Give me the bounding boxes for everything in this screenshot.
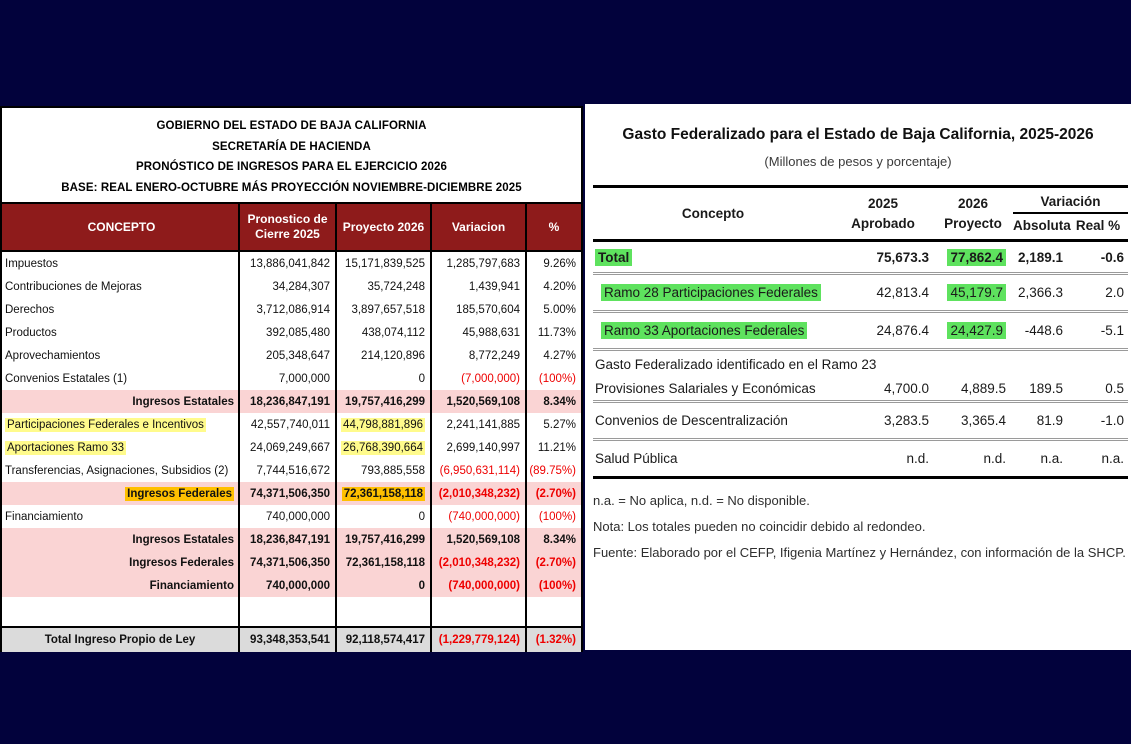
proyecto-cell xyxy=(335,436,430,459)
concepto-cell: Contribuciones de Mejoras xyxy=(5,280,142,293)
aprobado-cell: 24,876.4 xyxy=(876,323,929,338)
variacion-cell: (740,000,000) xyxy=(430,574,525,597)
table-row xyxy=(2,252,581,275)
table-row xyxy=(2,459,581,482)
ramo-33-row xyxy=(593,310,1128,348)
header-proyecto-2026: Proyecto 2026 xyxy=(335,204,430,250)
gasto-federalizado-table xyxy=(593,185,1128,479)
proyecto-cell xyxy=(933,323,1013,338)
spacer-row xyxy=(2,597,581,626)
proyecto-cell: 72,361,158,118 xyxy=(335,551,430,574)
concepto-cell: Aprovechamientos xyxy=(5,349,101,362)
pct-cell: (2.70%) xyxy=(525,482,581,505)
right-table-subtitle: (Millones de pesos y porcentaje) xyxy=(764,154,952,169)
cierre-cell: 7,000,000 xyxy=(238,367,335,390)
header-2025-aprobado: 2025 Aprobado xyxy=(851,196,915,231)
concepto-cell: Total Ingreso Propio de Ley xyxy=(44,634,196,646)
pct-cell: (89.75%) xyxy=(525,459,581,482)
right-table-footnotes xyxy=(593,493,1131,560)
concepto-cell: Derechos xyxy=(5,303,55,316)
real-pct-cell: 0.5 xyxy=(1105,381,1124,396)
real-pct-cell: -0.6 xyxy=(1100,249,1124,265)
proyecto-cell: 438,074,112 xyxy=(335,321,430,344)
proyecto-cell: 15,171,839,525 xyxy=(335,252,430,275)
variacion-cell: (1,229,779,124) xyxy=(430,628,525,652)
summary-row-financiamiento xyxy=(2,574,581,597)
pct-cell: 5.00% xyxy=(525,298,581,321)
proyecto-cell: 35,724,248 xyxy=(335,275,430,298)
cierre-cell: 740,000,000 xyxy=(238,505,335,528)
concepto-cell xyxy=(2,436,238,459)
gasto-federalizado-panel xyxy=(585,104,1131,650)
subtotal-row-ingresos-estatales xyxy=(2,390,581,413)
concepto-cell xyxy=(2,413,238,436)
variacion-cell: (6,950,631,114) xyxy=(430,459,525,482)
proyecto-cell: 4,889.5 xyxy=(960,381,1006,396)
cierre-cell: 18,236,847,191 xyxy=(238,390,335,413)
green-highlight: Ramo 33 Aportaciones Federales xyxy=(601,322,807,339)
concepto-cell xyxy=(593,285,833,300)
variacion-cell: 8,772,249 xyxy=(430,344,525,367)
concepto-cell: Ingresos Estatales xyxy=(132,395,234,408)
base-title-line: BASE: REAL ENERO-OCTUBRE MÁS PROYECCIÓN NOVIEMBRE-DICIEMBRE 2025 xyxy=(61,181,522,194)
concepto-cell xyxy=(593,323,833,338)
aprobado-cell: 75,673.3 xyxy=(876,249,929,265)
income-forecast-table-panel xyxy=(0,106,583,652)
provisiones-row xyxy=(593,381,1128,396)
absoluta-cell: n.a. xyxy=(1040,451,1063,466)
proyecto-cell: 214,120,896 xyxy=(335,344,430,367)
footnote-fuente: Fuente: Elaborado por el CEFP, Ifigenia Martínez y Hernández, con información de la SHCP. xyxy=(593,545,1126,560)
ramo-23-section xyxy=(593,348,1128,400)
table-row xyxy=(2,505,581,528)
right-table-title: Gasto Federalizado para el Estado de Baja California, 2025-2026 xyxy=(622,126,1094,143)
gov-title-line: GOBIERNO DEL ESTADO DE BAJA CALIFORNIA xyxy=(156,120,427,133)
pct-cell: 8.34% xyxy=(525,528,581,551)
cierre-cell: 205,348,647 xyxy=(238,344,335,367)
secretaria-title-line: SECRETARÍA DE HACIENDA xyxy=(212,140,371,153)
summary-row-ingresos-estatales xyxy=(2,528,581,551)
green-highlight: 45,179.7 xyxy=(947,284,1006,301)
green-highlight: 24,427.9 xyxy=(947,322,1006,339)
real-pct-cell: -5.1 xyxy=(1100,323,1124,338)
concepto-cell: Convenios Estatales (1) xyxy=(5,372,128,385)
variacion-cell: 1,520,569,108 xyxy=(430,528,525,551)
proyecto-cell: 0 xyxy=(335,505,430,528)
cierre-cell: 13,886,041,842 xyxy=(238,252,335,275)
cierre-cell: 24,069,249,667 xyxy=(238,436,335,459)
pct-cell: (1.32%) xyxy=(525,628,581,652)
proyecto-cell: 793,885,558 xyxy=(335,459,430,482)
absoluta-cell: 2,189.1 xyxy=(1017,249,1063,265)
proyecto-cell: 0 xyxy=(335,367,430,390)
absoluta-cell: 2,366.3 xyxy=(1017,285,1063,300)
aprobado-cell: 3,283.5 xyxy=(883,413,929,428)
yellow-highlight: Aportaciones Ramo 33 xyxy=(7,441,124,454)
cierre-cell: 93,348,353,541 xyxy=(238,628,335,652)
table-row xyxy=(2,321,581,344)
proyecto-cell xyxy=(933,285,1013,300)
concepto-cell: Convenios de Descentralización xyxy=(595,413,788,428)
table-row xyxy=(2,413,581,436)
cierre-cell: 18,236,847,191 xyxy=(238,528,335,551)
section-label: Gasto Federalizado identificado en el Ramo 23 xyxy=(595,357,877,372)
pct-cell: (100%) xyxy=(525,367,581,390)
cierre-cell: 392,085,480 xyxy=(238,321,335,344)
green-highlight: Ramo 28 Participaciones Federales xyxy=(601,284,821,301)
variacion-cell: (740,000,000) xyxy=(430,505,525,528)
proyecto-cell: 3,897,657,518 xyxy=(335,298,430,321)
pct-cell: 5.27% xyxy=(525,413,581,436)
real-pct-cell: -1.0 xyxy=(1100,413,1124,428)
header-concepto: Concepto xyxy=(681,206,745,221)
proyecto-cell: n.d. xyxy=(983,451,1006,466)
cierre-cell: 74,371,506,350 xyxy=(238,551,335,574)
proyecto-cell xyxy=(933,250,1013,265)
header-cierre-2025: Pronostico de Cierre 2025 xyxy=(238,204,335,250)
footnote-nota: Nota: Los totales pueden no coincidir debido al redondeo. xyxy=(593,519,926,534)
summary-row-ingresos-federales xyxy=(2,551,581,574)
variacion-cell: 185,570,604 xyxy=(430,298,525,321)
salud-publica-row xyxy=(593,438,1128,479)
variacion-cell: (2,010,348,232) xyxy=(430,551,525,574)
footnote-abbreviations: n.a. = No aplica, n.d. = No disponible. xyxy=(593,493,810,508)
cierre-cell: 74,371,506,350 xyxy=(238,482,335,505)
proyecto-cell: 3,365.4 xyxy=(960,413,1006,428)
header-pct: % xyxy=(525,204,581,250)
yellow-highlight: Participaciones Federales e Incentivos xyxy=(7,418,204,431)
yellow-highlight: 26,768,390,664 xyxy=(343,441,423,454)
concepto-cell xyxy=(2,482,238,505)
variacion-cell: 2,699,140,997 xyxy=(430,436,525,459)
table-row xyxy=(2,298,581,321)
header-absoluta: Absoluta xyxy=(1013,218,1071,233)
header-concepto: CONCEPTO xyxy=(87,219,156,234)
variacion-cell: 1,285,797,683 xyxy=(430,252,525,275)
concepto-cell: Provisiones Salariales y Económicas xyxy=(595,381,816,396)
orange-highlight: 72,361,158,118 xyxy=(343,487,423,500)
pct-cell: 4.27% xyxy=(525,344,581,367)
pronostico-title-line: PRONÓSTICO DE INGRESOS PARA EL EJERCICIO 2026 xyxy=(135,161,448,174)
table-row xyxy=(2,436,581,459)
pct-cell: 9.26% xyxy=(525,252,581,275)
aprobado-cell: 42,813.4 xyxy=(876,285,929,300)
pct-cell: (100%) xyxy=(525,505,581,528)
absoluta-cell: -448.6 xyxy=(1024,323,1063,338)
proyecto-cell xyxy=(335,413,430,436)
proyecto-cell: 92,118,574,417 xyxy=(335,628,430,652)
concepto-cell: Ingresos Federales xyxy=(129,556,234,569)
concepto-cell: Salud Pública xyxy=(595,451,678,466)
pct-cell: 11.73% xyxy=(525,321,581,344)
pct-cell: 11.21% xyxy=(525,436,581,459)
ramo-28-row xyxy=(593,272,1128,310)
absoluta-cell: 81.9 xyxy=(1036,413,1063,428)
header-2026-proyecto: 2026 Proyecto xyxy=(944,196,1002,231)
real-pct-cell: n.a. xyxy=(1101,451,1124,466)
variacion-cell: 45,988,631 xyxy=(430,321,525,344)
variacion-cell: (2,010,348,232) xyxy=(430,482,525,505)
cierre-cell: 3,712,086,914 xyxy=(238,298,335,321)
header-variacion: Variación xyxy=(1013,194,1128,214)
left-table-header-row xyxy=(2,202,581,252)
concepto-cell: Transferencias, Asignaciones, Subsidios (2) xyxy=(5,464,229,477)
variacion-cell: 1,439,941 xyxy=(430,275,525,298)
concepto-cell: Ingresos Estatales xyxy=(132,533,234,546)
aprobado-cell: 4,700.0 xyxy=(883,381,929,396)
proyecto-cell: 19,757,416,299 xyxy=(335,390,430,413)
cierre-cell: 34,284,307 xyxy=(238,275,335,298)
variacion-cell: 1,520,569,108 xyxy=(430,390,525,413)
concepto-cell: Impuestos xyxy=(5,257,59,270)
concepto-cell: Productos xyxy=(5,326,57,339)
concepto-cell: Financiamiento xyxy=(5,510,83,523)
table-row xyxy=(2,275,581,298)
cierre-cell: 740,000,000 xyxy=(238,574,335,597)
grand-total-row xyxy=(2,626,581,652)
variacion-cell: (7,000,000) xyxy=(430,367,525,390)
real-pct-cell: 2.0 xyxy=(1105,285,1124,300)
green-highlight: Total xyxy=(595,249,632,266)
header-variacion-group xyxy=(1013,188,1128,239)
green-highlight: 77,862.4 xyxy=(947,249,1006,266)
pct-cell: (100%) xyxy=(525,574,581,597)
proyecto-cell: 0 xyxy=(335,574,430,597)
aprobado-cell: n.d. xyxy=(906,451,929,466)
header-variacion: Variacion xyxy=(430,204,525,250)
table-row xyxy=(2,367,581,390)
table-row xyxy=(2,344,581,367)
variacion-cell: 2,241,141,885 xyxy=(430,413,525,436)
header-real-pct: Real % xyxy=(1075,218,1121,233)
left-table-title-block xyxy=(2,108,581,202)
pct-cell: 8.34% xyxy=(525,390,581,413)
absoluta-cell: 189.5 xyxy=(1029,381,1063,396)
orange-highlight: Ingresos Federales xyxy=(127,487,232,500)
cierre-cell: 42,557,740,011 xyxy=(238,413,335,436)
total-row xyxy=(593,242,1128,272)
concepto-cell xyxy=(593,250,833,265)
proyecto-cell: 19,757,416,299 xyxy=(335,528,430,551)
subtotal-row-ingresos-federales xyxy=(2,482,581,505)
cierre-cell: 7,744,516,672 xyxy=(238,459,335,482)
concepto-cell: Financiamiento xyxy=(149,579,234,592)
proyecto-cell xyxy=(335,482,430,505)
right-table-header-row xyxy=(593,188,1128,242)
convenios-row xyxy=(593,400,1128,438)
pct-cell: 4.20% xyxy=(525,275,581,298)
pct-cell: (2.70%) xyxy=(525,551,581,574)
yellow-highlight: 44,798,881,896 xyxy=(343,418,423,431)
